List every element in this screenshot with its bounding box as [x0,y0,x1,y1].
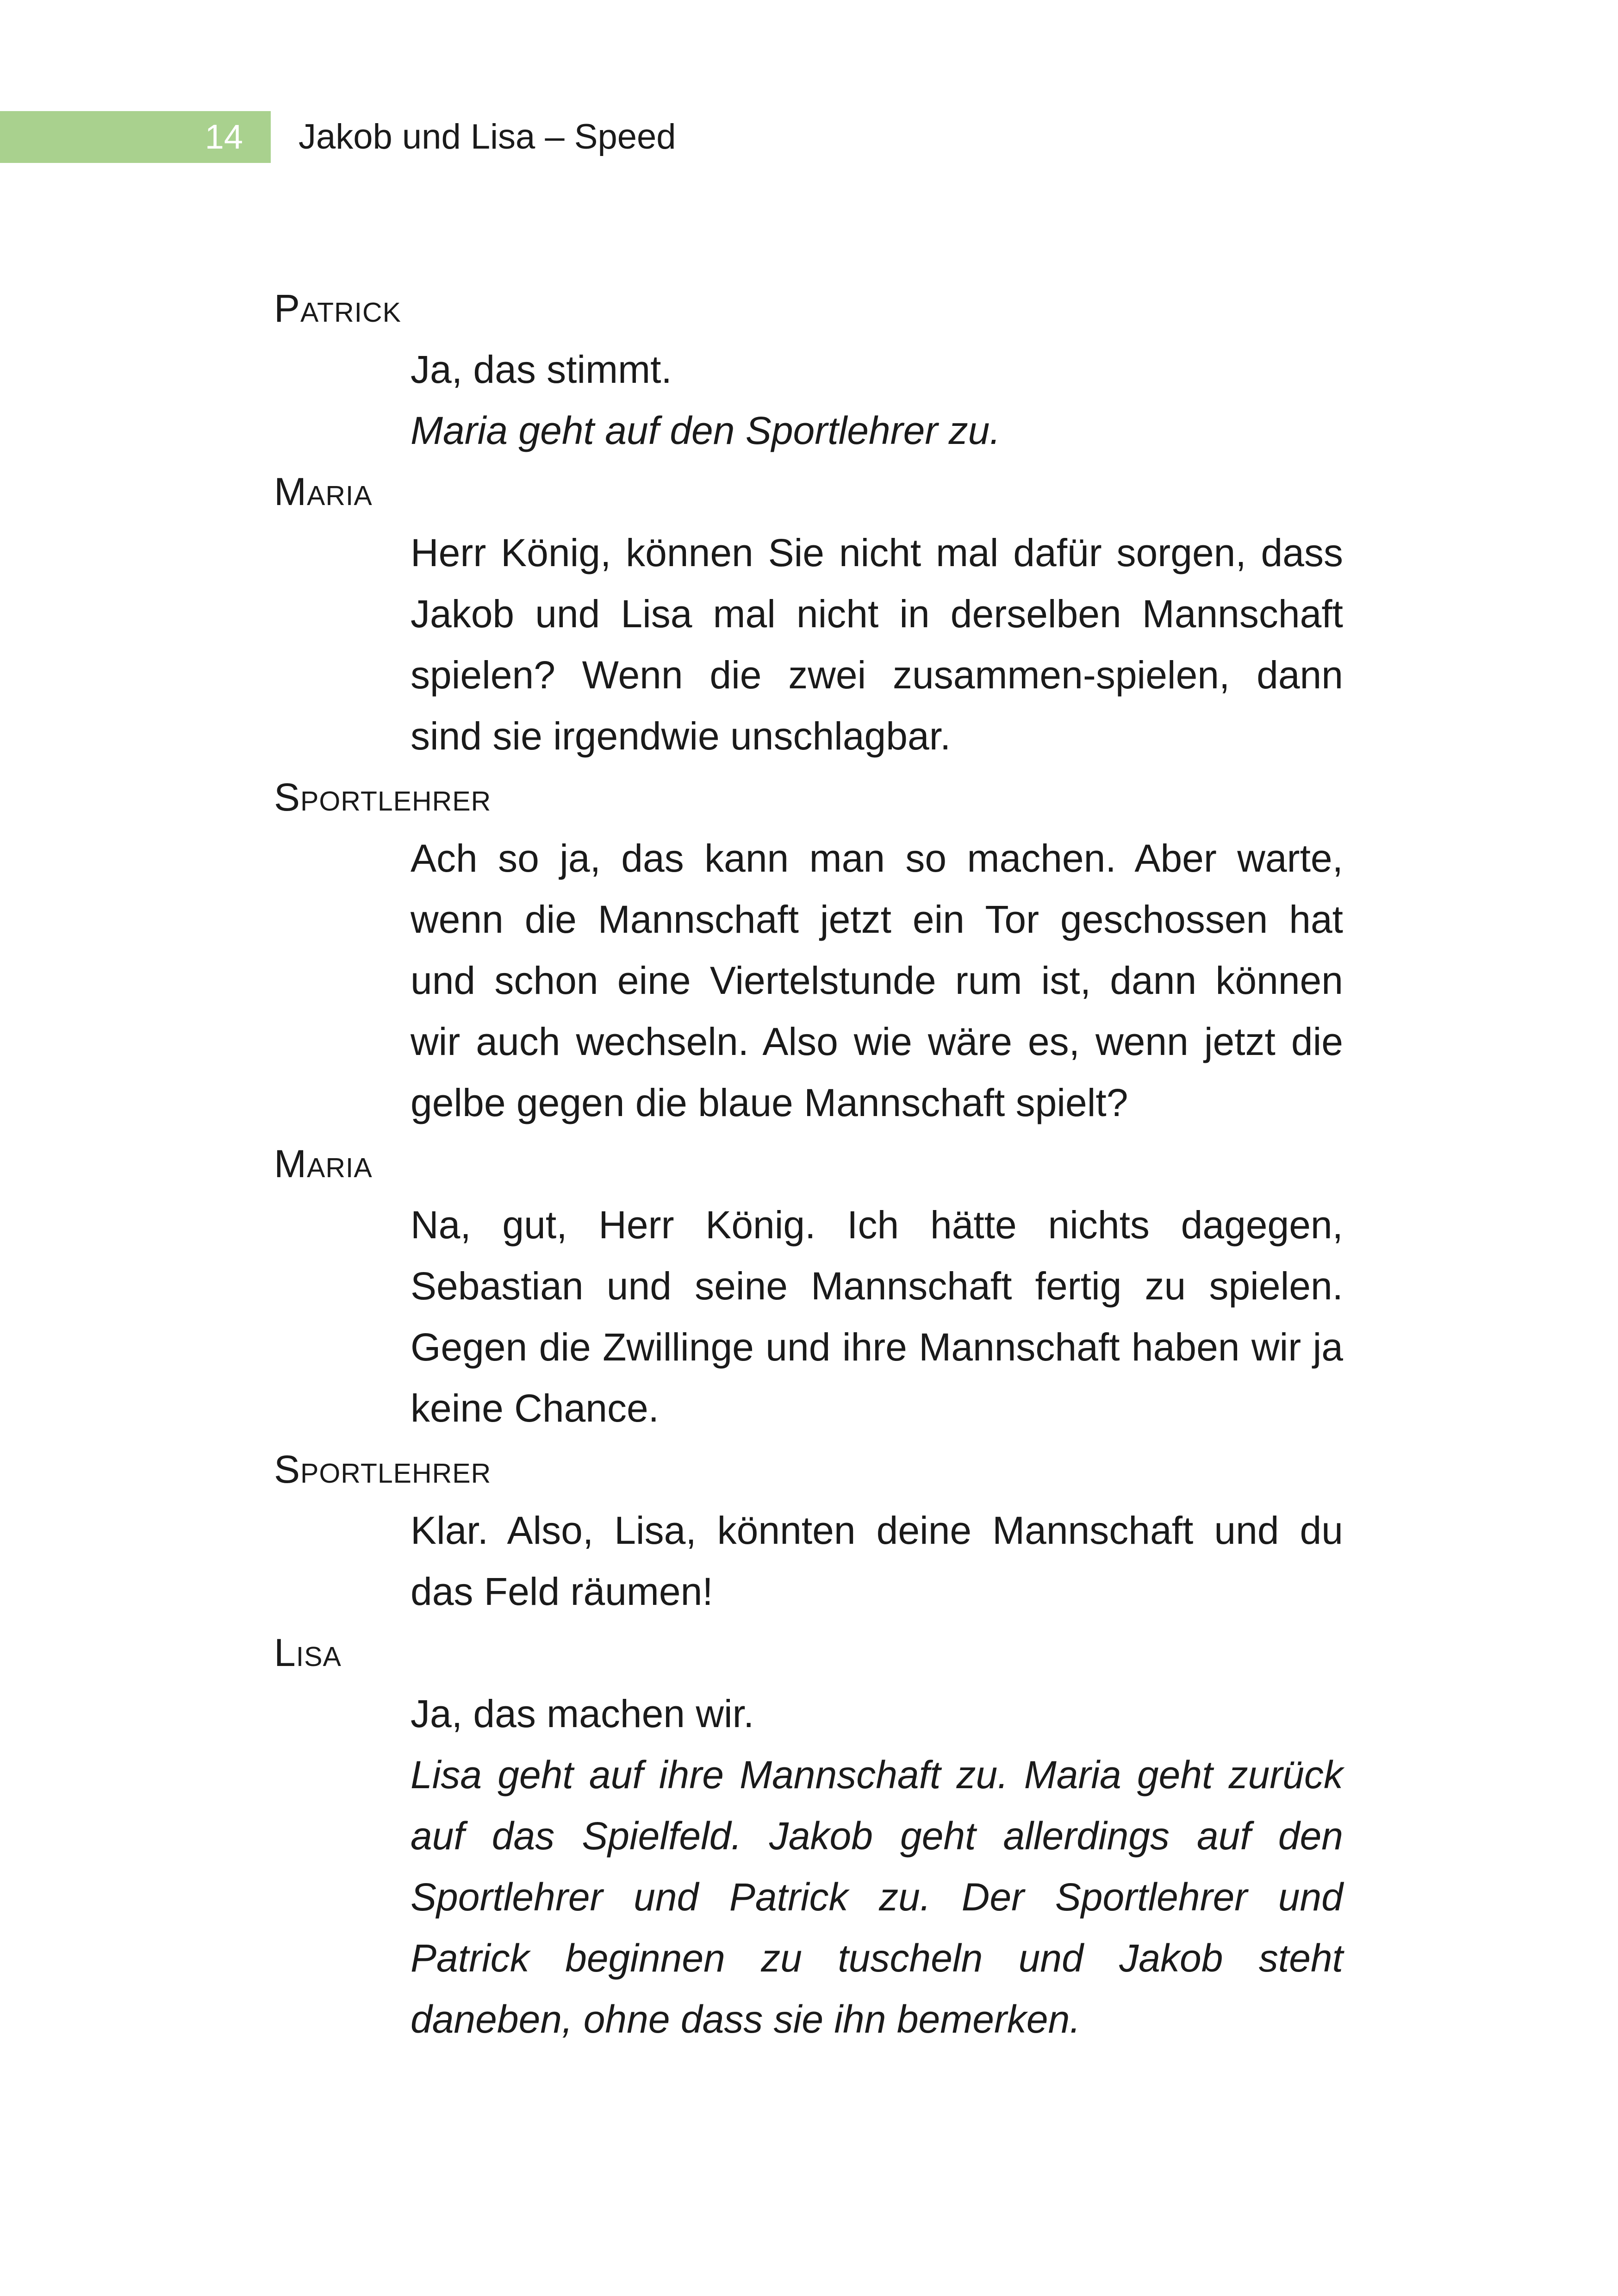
speaker-name: Maria [274,1142,373,1185]
dialogue-line: Ja, das machen wir. [411,1692,754,1735]
speaker-name: Sportlehrer [274,1447,492,1491]
dialogue-line: Ja, das stimmt. [411,348,672,391]
dialogue-line: Herr König, können Sie nicht mal dafür sorgen, dass Jakob und Lisa mal nicht in derselben Mannschaft spielen? Wenn die zwei zusammen-spielen, dann sind sie irgendwie unschlagbar. [411,531,1343,758]
page-number-bar [0,111,271,163]
speaker-name: Lisa [274,1631,342,1674]
stage-direction: Lisa geht auf ihre Mannschaft zu. Maria geht zurück auf das Spielfeld. Jakob geht allerdings auf den Sportlehrer und Patrick zu. Der Sportlehrer und Patrick beginnen zu tuscheln und Jakob steht daneben, ohne dass sie ihn bemerken. [411,1753,1343,2041]
page-header [0,111,741,163]
dialogue-line: Ach so ja, das kann man so machen. Aber warte, wenn die Mannschaft jetzt ein Tor geschossen hat und schon eine Viertelstunde rum ist, dann können wir auch wechseln. Also wie wäre es, wenn jetzt die gelbe gegen die blaue Mannschaft spielt? [411,836,1343,1124]
script-body [274,278,1343,2050]
speaker-name: Sportlehrer [274,775,492,819]
speaker-name: Patrick [274,287,402,330]
dialogue-line: Klar. Also, Lisa, könnten deine Mannschaft und du das Feld räumen! [411,1509,1343,1613]
book-title: Jakob und Lisa – Speed [299,117,676,156]
page-number: 14 [205,118,243,156]
stage-direction: Maria geht auf den Sportlehrer zu. [411,409,1001,452]
dialogue-line: Na, gut, Herr König. Ich hätte nichts dagegen, Sebastian und seine Mannschaft fertig zu spielen. Gegen die Zwillinge und ihre Mannschaft haben wir ja keine Chance. [411,1203,1343,1430]
speaker-name: Maria [274,470,373,513]
